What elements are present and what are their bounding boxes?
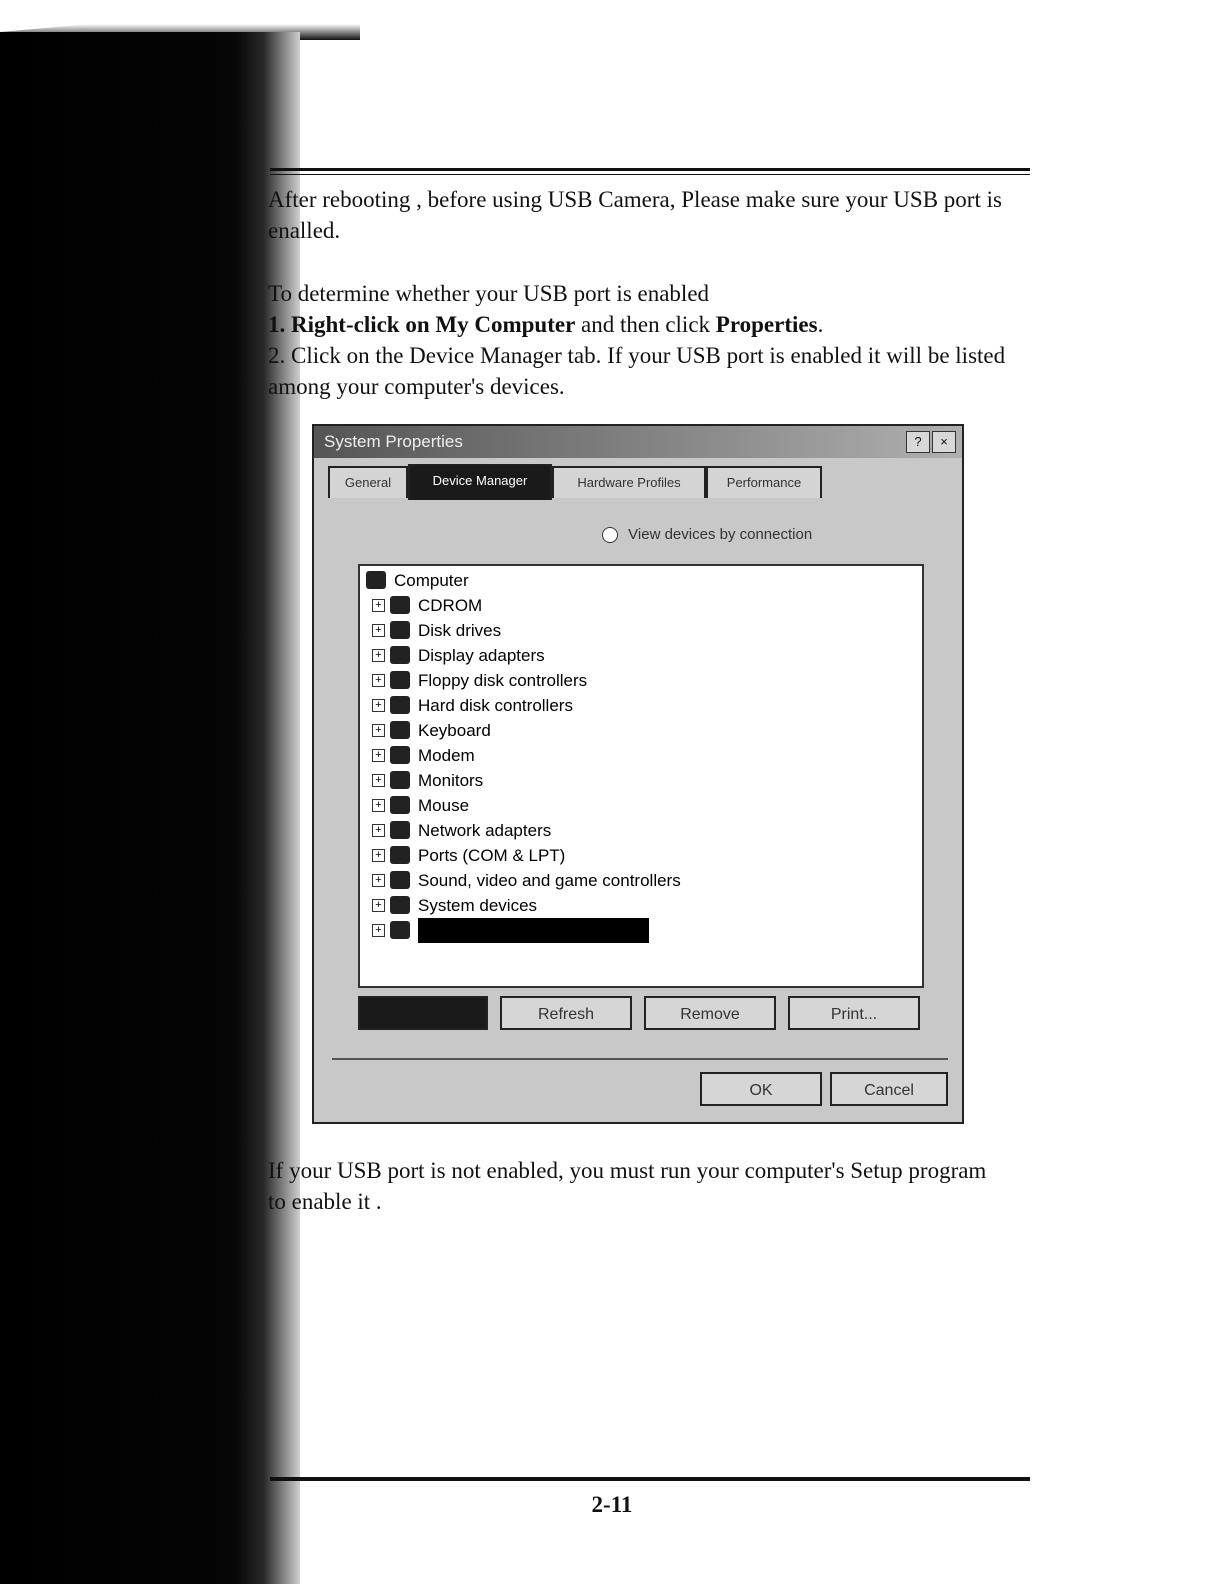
mouse-icon [390, 796, 410, 814]
expand-icon[interactable]: + [372, 724, 385, 737]
expand-icon[interactable]: + [372, 849, 385, 862]
remove-button[interactable]: Remove [644, 996, 776, 1030]
cancel-button[interactable]: Cancel [830, 1072, 948, 1106]
modem-icon [390, 746, 410, 764]
expand-icon[interactable]: + [372, 824, 385, 837]
tree-item-hard-disk-controllers[interactable] [360, 693, 860, 718]
view-by-connection-label: View devices by connection [628, 526, 813, 543]
tree-item-modem[interactable] [360, 743, 860, 768]
tree-item-label: Computer [394, 571, 469, 590]
expand-icon[interactable]: + [372, 624, 385, 637]
system-properties-dialog [312, 424, 964, 1124]
tab-general[interactable]: General [328, 466, 408, 498]
disk-drive-icon [390, 621, 410, 639]
monitor-icon [390, 771, 410, 789]
step-1-middle: and then click [581, 312, 711, 337]
display-icon [390, 646, 410, 664]
intro-paragraph [268, 184, 1008, 246]
steps-heading: To determine whether your USB port is enabled [268, 281, 710, 306]
tree-item-mouse[interactable] [360, 793, 860, 818]
tree-item-monitors[interactable] [360, 768, 860, 793]
tree-item-network-adapters[interactable] [360, 818, 860, 843]
hard-disk-controller-icon [390, 696, 410, 714]
sound-icon [390, 871, 410, 889]
expand-icon[interactable]: + [372, 649, 385, 662]
system-device-icon [390, 896, 410, 914]
dialog-title: System Properties [324, 432, 463, 451]
tree-item-label: Ports (COM & LPT) [418, 846, 566, 865]
expand-icon[interactable]: + [372, 749, 385, 762]
help-button[interactable]: ? [906, 431, 930, 453]
device-tree[interactable] [358, 564, 924, 988]
tree-item-label: CDROM [418, 596, 483, 615]
step-1-end: Properties [715, 312, 818, 337]
tab-performance[interactable]: Performance [706, 466, 822, 498]
computer-icon [366, 571, 386, 589]
tree-item-label: Monitors [418, 771, 484, 790]
tree-item-label: Mouse [418, 796, 470, 815]
expand-icon[interactable]: + [372, 924, 385, 937]
dialog-divider [332, 1058, 948, 1060]
print-button[interactable]: Print... [788, 996, 920, 1030]
expand-icon[interactable]: + [372, 599, 385, 612]
tree-item-keyboard[interactable] [360, 718, 860, 743]
keyboard-icon [390, 721, 410, 739]
tree-item-label: Universal serial bus controller [418, 918, 649, 943]
expand-icon[interactable]: + [372, 874, 385, 887]
properties-button[interactable]: Properties [358, 996, 488, 1030]
expand-icon[interactable]: + [372, 674, 385, 687]
close-button[interactable]: × [932, 431, 956, 453]
tree-item-label: Keyboard [418, 721, 491, 740]
tab-device-manager[interactable]: Device Manager [408, 464, 552, 500]
expand-icon[interactable]: + [372, 774, 385, 787]
tree-item-sound-video-game[interactable] [360, 868, 860, 893]
tree-item-label: Sound, video and game controllers [418, 871, 681, 890]
header-rule-thin [270, 174, 1030, 175]
page-number: 2-11 [591, 1492, 633, 1517]
view-by-connection-option[interactable] [602, 526, 812, 543]
tree-item-label: Network adapters [418, 821, 552, 840]
expand-icon[interactable]: + [372, 799, 385, 812]
tree-item-label: Floppy disk controllers [418, 671, 588, 690]
footer-rule [270, 1477, 1030, 1481]
radio-button-icon [602, 527, 618, 543]
tree-item-label: System devices [418, 896, 538, 915]
dialog-titlebar [314, 426, 962, 458]
step-1-number: 1. [268, 312, 286, 337]
scan-binding-shadow [0, 32, 300, 1584]
ok-button[interactable]: OK [700, 1072, 822, 1106]
step-2: 2. Click on the Device Manager tab. If your USB port is enabled it will be listed among your computer's devices. [268, 343, 1006, 399]
usb-icon [390, 921, 410, 939]
port-icon [390, 846, 410, 864]
outro-text: If your USB port is not enabled, you must run your computer's Setup program to enable it . [268, 1158, 987, 1214]
step-1-action: Right-click on [291, 312, 430, 337]
tree-item-display-adapters[interactable] [360, 643, 860, 668]
expand-icon[interactable]: + [372, 899, 385, 912]
tab-hardware-profiles[interactable]: Hardware Profiles [552, 466, 706, 498]
step-1: 1. Right-click on My Computer and then click Properties. [268, 312, 824, 337]
refresh-button[interactable]: Refresh [500, 996, 632, 1030]
cdrom-icon [390, 596, 410, 614]
tree-item-label: Disk drives [418, 621, 502, 640]
expand-icon[interactable]: + [372, 699, 385, 712]
tree-item-label: Display adapters [418, 646, 545, 665]
tree-item-disk-drives[interactable] [360, 618, 860, 643]
tree-item-label: Modem [418, 746, 475, 765]
floppy-controller-icon [390, 671, 410, 689]
tree-item-usb-controller[interactable] [360, 918, 860, 943]
tree-item-ports[interactable] [360, 843, 860, 868]
intro-text: After rebooting , before using USB Camera, Please make sure your USB port is enalled. [268, 187, 1002, 243]
steps-section [268, 278, 1008, 402]
tree-item-computer[interactable] [360, 568, 860, 593]
network-adapter-icon [390, 821, 410, 839]
outro-paragraph [268, 1155, 1008, 1217]
tree-item-floppy-controllers[interactable] [360, 668, 860, 693]
step-1-target: My Computer [435, 312, 576, 337]
tree-item-cdrom[interactable] [360, 593, 860, 618]
tree-item-system-devices[interactable] [360, 893, 860, 918]
tree-item-label: Hard disk controllers [418, 696, 573, 715]
header-rule [270, 168, 1030, 171]
